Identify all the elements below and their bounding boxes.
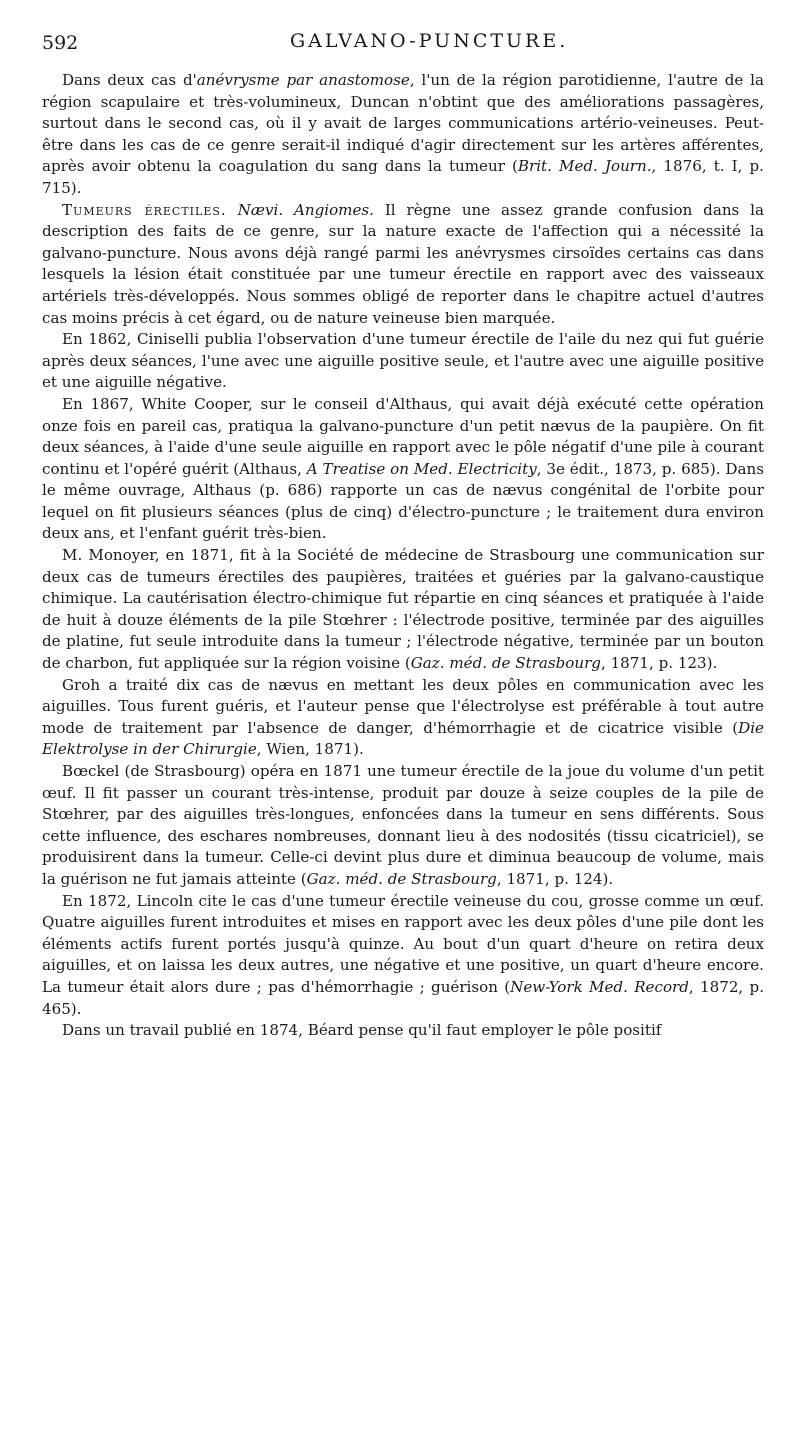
text-run: , 1871, p. 124). <box>496 869 614 888</box>
paragraph-aneurysm <box>42 70 764 200</box>
italic-term: Nævi. Angiomes. <box>226 200 374 219</box>
page-number: 592 <box>42 32 79 54</box>
text-run: , 1871, p. 123). <box>600 654 718 673</box>
citation-title: Gaz. méd. de Strasbourg <box>306 869 497 888</box>
text-run: Dans un travail publié en 1874, Béard pense qu'il faut employer le pôle positif <box>62 1021 662 1040</box>
text-run: M. Monoyer, en 1871, fit à la Société de médecine de Strasbourg une communication sur deux cas de tumeurs érectiles des paupières, traitées et guéries par la galvano-caustique chimique. La cautérisation électro-chimique fut répartie en cinq séances et pratiquée à l'aide de huit à douze éléments de la pile Stœhrer : l'électrode positive, terminée par des aiguilles de platine, fut seule introduite dans la tumeur ; l'électrode négative, terminée par un bouton de charbon, fut appliquée sur la région voisine ( <box>42 546 764 673</box>
citation-title: Die Elektrolyse in der Chirurgie <box>42 718 764 759</box>
citation-title: Brit. Med. Journ. <box>517 157 652 176</box>
text-run: , 1872, p. 465). <box>42 977 764 1018</box>
running-title: GALVANO-PUNCTURE. <box>290 30 569 52</box>
paragraph-white-cooper <box>42 394 764 545</box>
citation-title: New-York Med. Record <box>510 977 689 996</box>
text-run: Dans deux cas d' <box>62 71 197 89</box>
text-run: Groh a traité dix cas de nævus en mettant les deux pôles en communication avec les aiguilles. Tous furent guéris, et l'auteur pense que l'électrolyse est préférable à tout autre mode de traitement par l'absence de danger, d'hémorrhagie et de cicatrice visible ( <box>42 675 764 737</box>
text-run: , 1876, t. I, p. 715). <box>42 157 764 197</box>
text-run: En 1862, Ciniselli publia l'observation d'une tumeur érectile de l'aile du nez qui fut guérie après deux séances, l'une avec une aiguille positive seule, et l'autre avec une aiguille positive et une aiguille négative. <box>42 330 764 392</box>
paragraph-lincoln <box>42 891 764 1021</box>
text-run: Il règne une assez grande confusion dans la description des faits de ce genre, sur la nature exacte de l'affection qui a nécessité la galvano-puncture. Nous avons déjà rangé parmi les anévrysmes cirsoïdes certains cas dans lesquels la lésion était constituée par une tumeur érectile en rapport avec des vaisseaux artériels très-développés. Nous sommes obligé de reporter dans le chapitre actuel d'autres cas moins précis à cet égard, ou de nature veineuse bien marquée. <box>42 200 764 327</box>
italic-term: anévrysme par anastomose <box>196 71 410 89</box>
paragraph-erectile-tumors <box>42 200 764 330</box>
paragraph-beard <box>42 1020 764 1042</box>
text-run: En 1872, Lincoln cite le cas d'une tumeur érectile veineuse du cou, grosse comme un œuf. Quatre aiguilles furent introduites et mises en rapport avec les deux pôles d'une pile dont les éléments actifs furent portés jusqu'à quinze. Au bout d'un quart d'heure on retira deux aiguilles, et on laissa les deux autres, une négative et une positive, un quart d'heure encore. La tumeur était alors dure ; pas d'hémorrhagie ; guérison ( <box>42 891 764 996</box>
text-run: Bœckel (de Strasbourg) opéra en 1871 une tumeur érectile de la joue du volume d'un petit œuf. Il fit passer un courant très-intense, produit par douze à seize couples de la pile de Stœhrer, par des aiguilles très-longues, enfoncées dans la tumeur en sens différents. Sous cette influence, des eschares nombreuses, donnant lieu à des nodosités (tissu cicatriciel), se produisirent dans la tumeur. Celle-ci devint plus dure et diminua beaucoup de volume, mais la guérison ne fut jamais atteinte ( <box>42 762 764 888</box>
text-run: , 3e édit., 1873, p. 685). Dans le même ouvrage, Althaus (p. 686) rapporte un cas de nævus congénital de l'orbite pour lequel on fit plusieurs séances (plus de cinq) d'électro-puncture ; le traitement dura environ deux ans, et l'enfant guérit très-bien. <box>42 459 765 543</box>
text-run: , Wien, 1871). <box>256 740 364 759</box>
citation-title: Gaz. méd. de Strasbourg <box>410 654 601 673</box>
body-text <box>42 70 764 1042</box>
page-header <box>42 26 764 60</box>
text-run: En 1867, White Cooper, sur le conseil d'Althaus, qui avait déjà exécuté cette opération onze fois en pareil cas, pratiqua la galvano-puncture d'un petit nævus de la paupière. On fit deux séances, à l'aide d'une seule aiguille en rapport avec le pôle négatif d'une pile à courant continu et l'opéré guérit (Althaus, <box>42 394 764 478</box>
section-heading: Tumeurs érectiles. <box>62 200 227 219</box>
text-run: , l'un de la région parotidienne, l'autre de la région scapulaire et très-volumineux, Duncan n'obtint que des améliorations passagères, surtout dans le second cas, où il y avait de larges communications artério-veineuses. Peut-être dans les cas de ce genre serait-il indiqué d'agir directement sur les artères afférentes, après avoir obtenu la coagulation du sang dans la tumeur ( <box>42 71 764 176</box>
citation-title: A Treatise on Med. Electricity <box>306 459 537 478</box>
paragraph-monoyer <box>42 545 764 675</box>
paragraph-groh <box>42 675 764 761</box>
paragraph-boeckel <box>42 761 764 891</box>
paragraph-ciniselli <box>42 329 764 394</box>
